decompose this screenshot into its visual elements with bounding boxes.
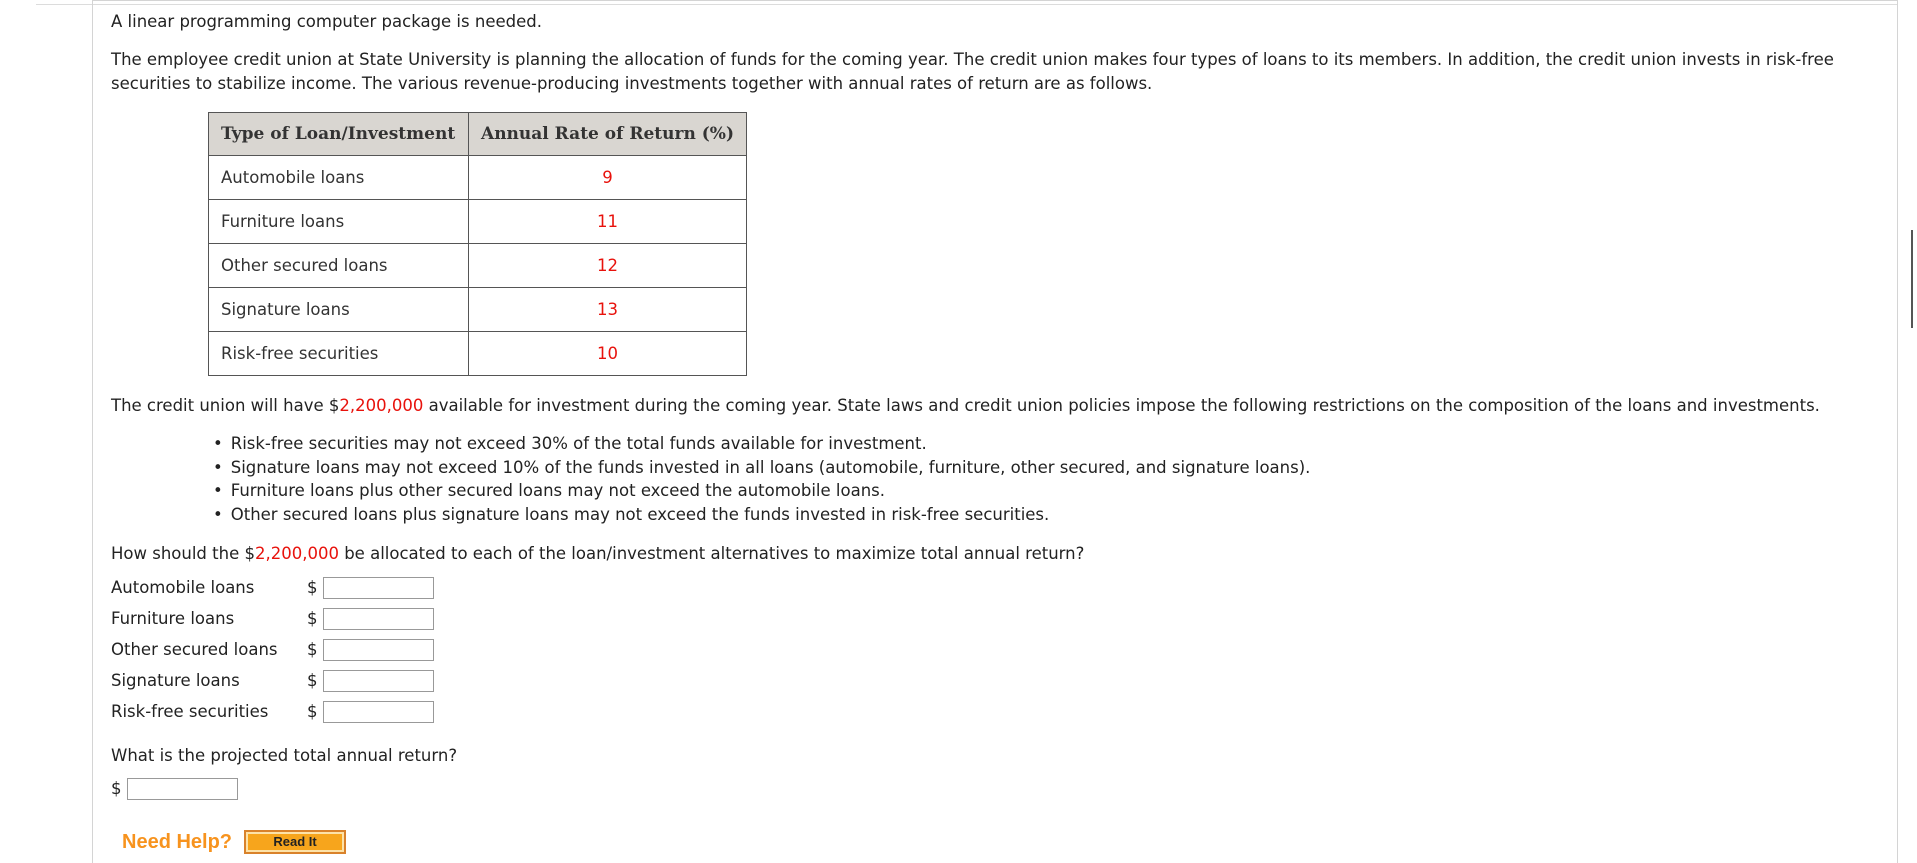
allocation-row-signature	[111, 665, 434, 696]
problem-description: The employee credit union at State University is planning the allocation of funds for the coming year. The credit union makes four types of loans to its members. In addition, the credit union invests in risk-free securities to stabilize income. The various revenue-producing investments together with annual rates of return are as follows.	[111, 50, 1834, 93]
list-item: • Other secured loans plus signature loans may not exceed the funds invested in risk-free securities.	[213, 503, 1310, 527]
signature-loans-input[interactable]	[323, 670, 434, 692]
rate-cell: 9	[469, 156, 747, 200]
table-row	[209, 288, 747, 332]
allocation-row-risk-free	[111, 696, 434, 727]
rates-table	[208, 112, 747, 376]
intro-text: A linear programming computer package is needed.	[111, 12, 542, 31]
allocation-label: Other secured loans	[111, 639, 278, 659]
funds-prefix: The credit union will have $	[111, 396, 340, 415]
total-return-input[interactable]	[127, 778, 238, 800]
allocation-row-furniture	[111, 603, 434, 634]
allocation-question	[111, 542, 1084, 566]
allocation-form	[111, 572, 434, 727]
automobile-loans-input[interactable]	[323, 577, 434, 599]
loan-type-cell: Furniture loans	[209, 200, 469, 244]
list-item: • Furniture loans plus other secured loans may not exceed the automobile loans.	[213, 479, 1310, 503]
loan-type-cell: Risk-free securities	[209, 332, 469, 376]
currency-symbol: $	[111, 779, 122, 798]
allocation-label: Automobile loans	[111, 577, 255, 597]
table-row	[209, 200, 747, 244]
loan-type-cell: Signature loans	[209, 288, 469, 332]
need-help-label: Need Help?	[122, 831, 233, 853]
rate-cell: 10	[469, 332, 747, 376]
loan-type-cell: Other secured loans	[209, 244, 469, 288]
rate-cell: 11	[469, 200, 747, 244]
allocation-label: Furniture loans	[111, 608, 235, 628]
question-prefix: How should the $	[111, 544, 255, 563]
other-secured-loans-input[interactable]	[323, 639, 434, 661]
question-amount: 2,200,000	[254, 544, 339, 563]
furniture-loans-input[interactable]	[323, 608, 434, 630]
scrollbar-thumb[interactable]	[1911, 230, 1913, 328]
list-item: • Risk-free securities may not exceed 30% of the total funds available for investment.	[213, 432, 1310, 456]
column-header-type: Type of Loan/Investment	[209, 113, 469, 156]
currency-symbol: $	[307, 577, 318, 597]
table-row	[209, 156, 747, 200]
read-it-button[interactable]: Read It	[244, 830, 346, 854]
allocation-label: Signature loans	[111, 670, 240, 690]
total-return-row	[111, 774, 238, 804]
currency-symbol: $	[307, 608, 318, 628]
risk-free-securities-input[interactable]	[323, 701, 434, 723]
question-suffix: be allocated to each of the loan/investment alternatives to maximize total annual return?	[338, 544, 1085, 563]
list-item: • Signature loans may not exceed 10% of the funds invested in all loans (automobile, furniture, other secured, and signature loans).	[213, 456, 1310, 480]
allocation-row-other-secured	[111, 634, 434, 665]
rate-cell: 13	[469, 288, 747, 332]
column-header-rate: Annual Rate of Return (%)	[469, 113, 747, 156]
rate-cell: 12	[469, 244, 747, 288]
table-row	[209, 244, 747, 288]
funds-amount: 2,200,000	[339, 396, 424, 415]
loan-type-cell: Automobile loans	[209, 156, 469, 200]
allocation-row-automobile	[111, 572, 434, 603]
allocation-label: Risk-free securities	[111, 701, 269, 721]
funds-statement	[111, 394, 1820, 418]
table-header-row	[209, 113, 747, 156]
currency-symbol: $	[307, 701, 318, 721]
funds-suffix: available for investment during the coming year. State laws and credit union policies impose the following restrictions on the composition of the loans and investments.	[423, 396, 1820, 415]
help-section	[122, 830, 346, 854]
currency-symbol: $	[307, 670, 318, 690]
currency-symbol: $	[307, 639, 318, 659]
table-row	[209, 332, 747, 376]
total-return-question: What is the projected total annual return?	[111, 746, 458, 765]
restrictions-list	[213, 432, 1310, 526]
